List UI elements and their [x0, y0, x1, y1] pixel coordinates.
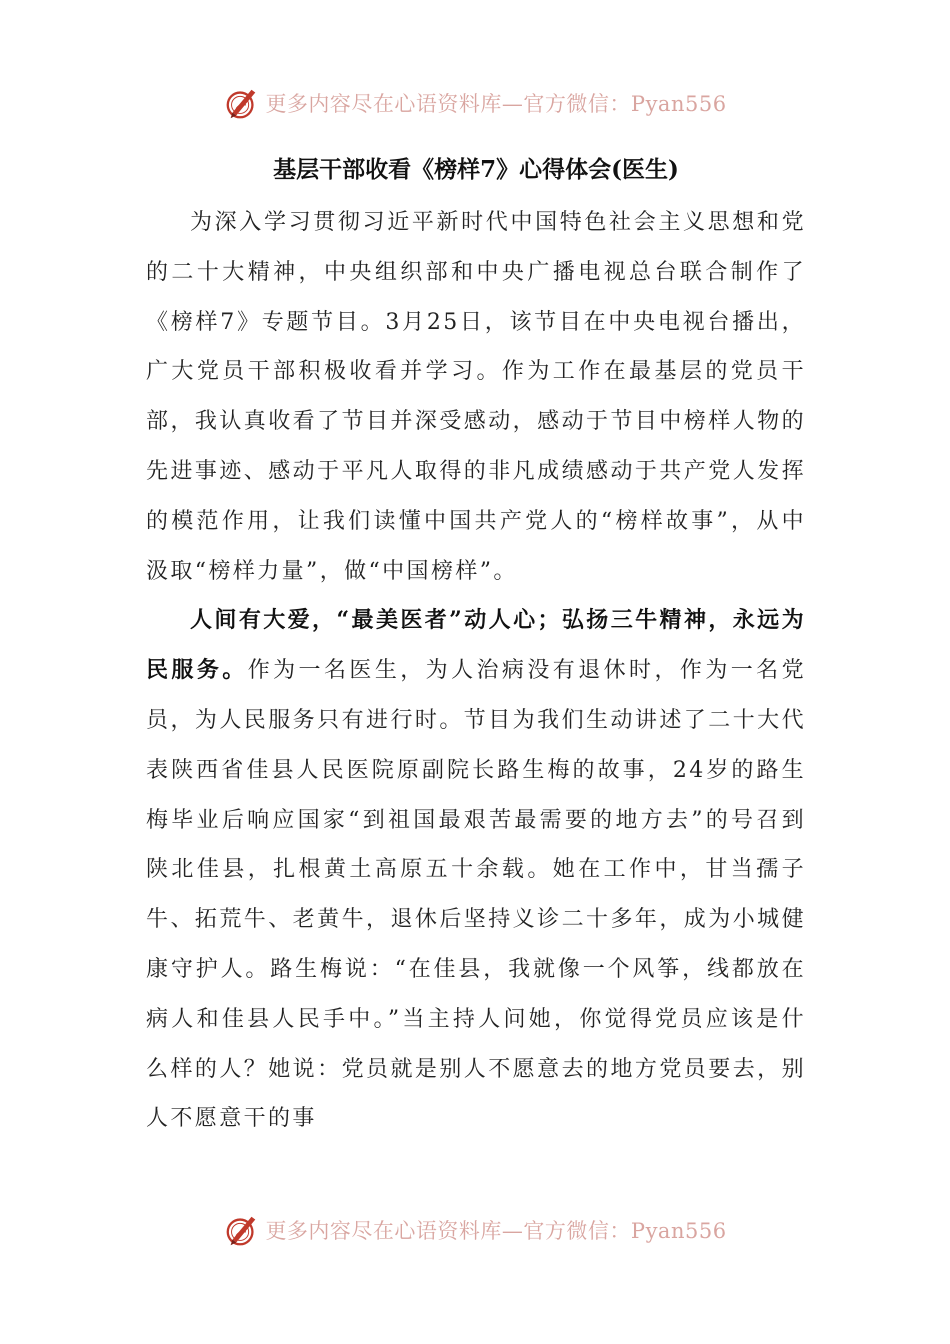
watermark-text: 更多内容尽在心语资料库—官方微信：Pyan556 [265, 1219, 727, 1243]
document-title: 基层干部收看《榜样7》心得体会(医生) [273, 156, 679, 183]
section-heading: 人间有大爱，“最美医者”动人心；弘扬三牛精神，永远为民服务。 [146, 607, 806, 684]
document-body [146, 150, 806, 1144]
section-body: 作为一名医生，为人治病没有退休时，作为一名党员，为人民服务只有进行时。节目为我们生动讲述了二十大代表陕西省佳县人民医院原副院长路生梅的故事，24岁的路生梅毕业后响应国家“到祖国最艰苦最需要的地方去”的号召到陕北佳县，扎根黄土高原五十余载。她在工作中，甘当孺子牛、拓荒牛、老黄牛，退休后坚持义诊二十多年，成为小城健康守护人。路生梅说：“在佳县，我就像一个风筝，线都放在病人和佳县人民手中。”当主持人问她，你觉得党员应该是什么样的人？她说：党员就是别人不愿意去的地方党员要去，别人不愿意干的事 [146, 658, 806, 1132]
footer-watermark [0, 1210, 950, 1250]
paragraph-intro: 为深入学习贯彻习近平新时代中国特色社会主义思想和党的二十大精神，中央组织部和中央广播电视总台联合制作了《榜样7》专题节目。3月25日，该节目在中央电视台播出，广大党员干部积极收看并学习。作为工作在最基层的党员干部，我认真收看了节目并深受感动，感动于节目中榜样人物的先进事迹、感动于平凡人取得的非凡成绩感动于共产党人发挥的模范作用，让我们读懂中国共产党人的“榜样故事”，从中汲取“榜样力量”，做“中国榜样”。 [146, 210, 806, 584]
paragraph-section-1 [146, 596, 806, 1144]
watermark-text: 更多内容尽在心语资料库—官方微信：Pyan556 [265, 92, 727, 116]
pen-logo-icon [223, 1211, 261, 1249]
header-watermark [0, 83, 950, 123]
pen-logo-icon [223, 84, 261, 122]
